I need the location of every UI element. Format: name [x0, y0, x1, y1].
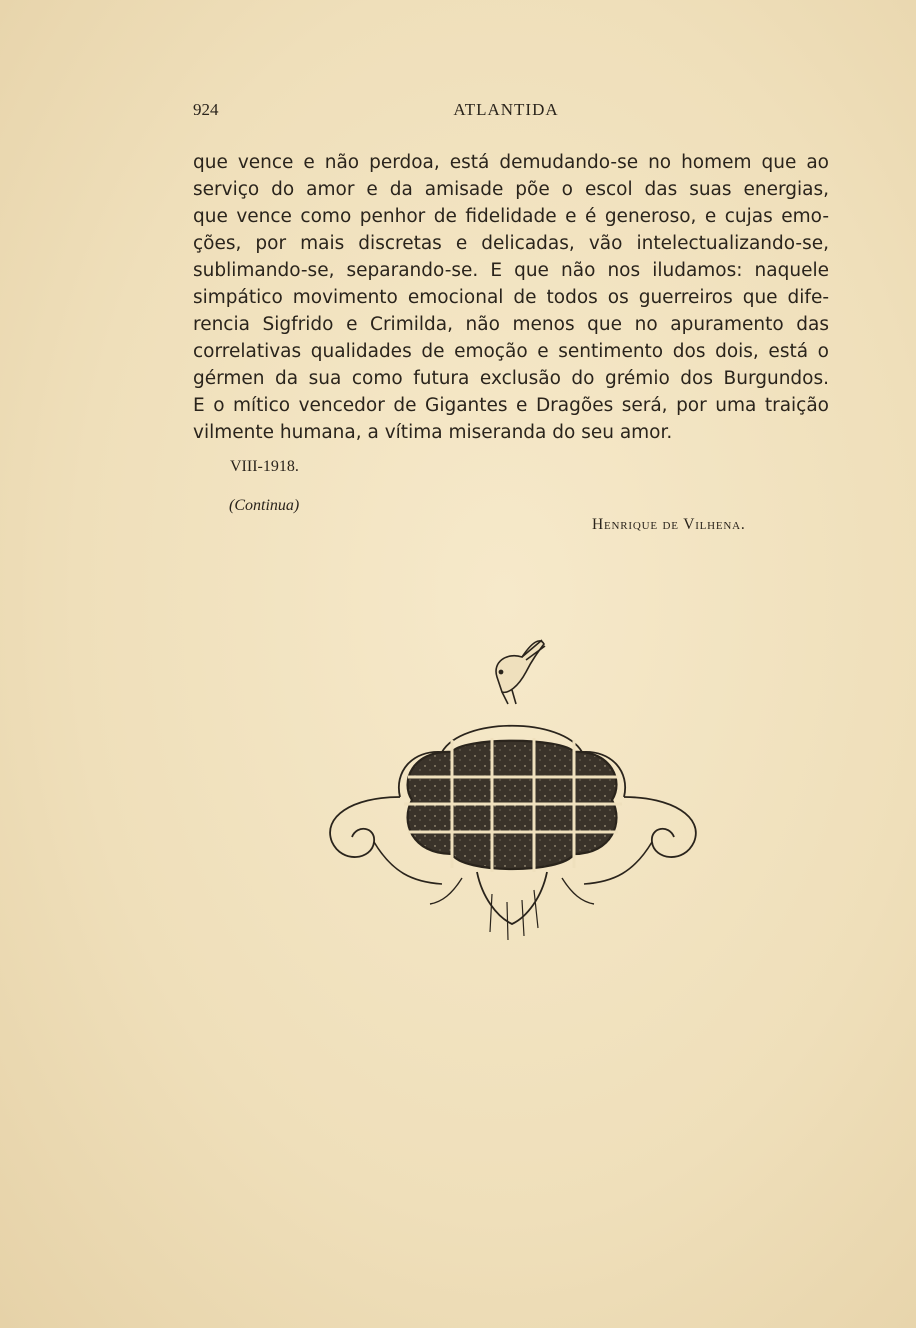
page-number: 924 — [193, 100, 219, 119]
text-line: correlativas qualidades de emoção e sentimento dos dois, está o — [193, 341, 829, 362]
date-line: VIII-1918. — [230, 458, 299, 475]
body-paragraph — [193, 149, 829, 446]
text-line: sublimando-se, separando-se. E que não nos iludamos: naquele — [193, 260, 829, 281]
text-line: gérmen da sua como futura exclusão do grémio dos Burgundos. — [193, 368, 829, 389]
bird-icon — [496, 640, 545, 704]
running-title: ATLANTIDA — [453, 100, 559, 119]
author-signature: Henrique de Vilhena. — [592, 516, 746, 533]
text-line: serviço do amor e da amisade põe o escol das suas energias, — [193, 179, 829, 200]
text-line: E o mítico vencedor de Gigantes e Dragões será, por uma traição — [193, 395, 829, 416]
window-bird-ornament-icon — [312, 632, 712, 952]
text-line: vilmente humana, a vítima miseranda do seu amor. — [193, 422, 673, 443]
text-line: simpático movimento emocional de todos os guerreiros que dife- — [193, 287, 829, 308]
text-line: que vence e não perdoa, está demudando-se no homem que ao — [193, 152, 829, 173]
continua-note: (Continua) — [229, 497, 300, 514]
page-header — [193, 100, 833, 126]
text-line: que vence como penhor de fidelidade e é generoso, e cujas emo- — [193, 206, 829, 227]
text-line: rencia Sigfrido e Crimilda, não menos que no apuramento das — [193, 314, 829, 335]
text-line: ções, por mais discretas e delicadas, vão intelectualizando-se, — [193, 233, 829, 254]
